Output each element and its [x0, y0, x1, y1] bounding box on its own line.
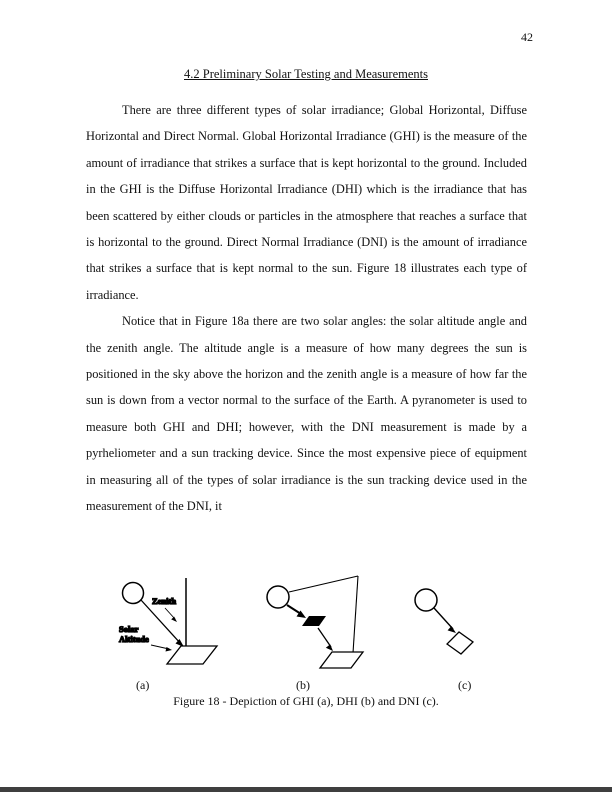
sun-icon	[123, 583, 144, 604]
sun-icon	[267, 586, 289, 608]
direct-beam-arrowhead-icon	[448, 626, 456, 633]
subfigure-dhi	[267, 576, 363, 668]
figure-18-diagram	[95, 566, 545, 678]
zenith-label: Zenith	[152, 596, 177, 606]
sun-icon	[415, 589, 437, 611]
subfigure-c-label: (c)	[458, 678, 472, 692]
sun-to-particle-line	[287, 605, 301, 614]
figure-caption: Figure 18 - Depiction of GHI (a), DHI (b) and DNI (c).	[173, 694, 439, 708]
paragraph-irradiance-types: There are three different types of solar irradiance; Global Horizontal, Diffuse Horizontal and Direct Normal. Global Horizontal Irradiance (GHI) is the measure of the amount of irradiance that strikes a surface that is kept horizontal to the ground. Included in the GHI is the Diffuse Horizontal Irradiance (DHI) which is the irradiance that has been scattered by either clouds or particles in the atmosphere that reaches a surface that is horizontal to the ground. Direct Normal Irradiance (DNI) is the amount of irradiance that strikes a surface that is kept normal to the sun. Figure 18 illustrates each type of irradiance.	[86, 103, 527, 302]
page-number: 42	[521, 30, 533, 44]
subfigure-a-label: (a)	[136, 678, 150, 692]
surface-parallelogram	[167, 646, 217, 664]
subfigure-ghi	[119, 578, 217, 664]
paragraph-solar-angles: Notice that in Figure 18a there are two solar angles: the solar altitude angle and the zenith angle. The altitude angle is a measure of how many degrees the sun is positioned in the sky above the horizon and the zenith angle is a measure of how far the sun is down from a vector normal to the surface of the Earth. A pyranometer is used to measure both GHI and DHI; however, with the DNI measurement is made by a pyrheliometer and a sun tracking device. Since the most expensive piece of equipment in measuring all of the types of solar irradiance is the sun tracking device used in the measurement of the DNI, it	[86, 314, 527, 514]
scattered-ray-line	[318, 628, 331, 647]
solar-label: Solar	[119, 624, 139, 634]
surface-parallelogram	[320, 652, 363, 668]
subfigure-b-label: (b)	[296, 678, 310, 692]
normal-surface-parallelogram	[447, 632, 473, 654]
sky-top-edge-line	[289, 576, 358, 592]
scattered-ray-arrowhead-icon	[326, 644, 333, 651]
page-bottom-edge	[0, 787, 612, 792]
altitude-pointer-arrowhead-icon	[166, 647, 173, 652]
section-heading: 4.2 Preliminary Solar Testing and Measurements	[184, 67, 428, 81]
sky-right-edge-line	[353, 576, 358, 653]
direct-beam-line	[434, 608, 453, 629]
body-text	[86, 97, 527, 520]
subfigure-dni	[415, 589, 473, 654]
altitude-label: Altitude	[119, 634, 149, 644]
zenith-pointer-arrowhead-icon	[171, 617, 177, 622]
